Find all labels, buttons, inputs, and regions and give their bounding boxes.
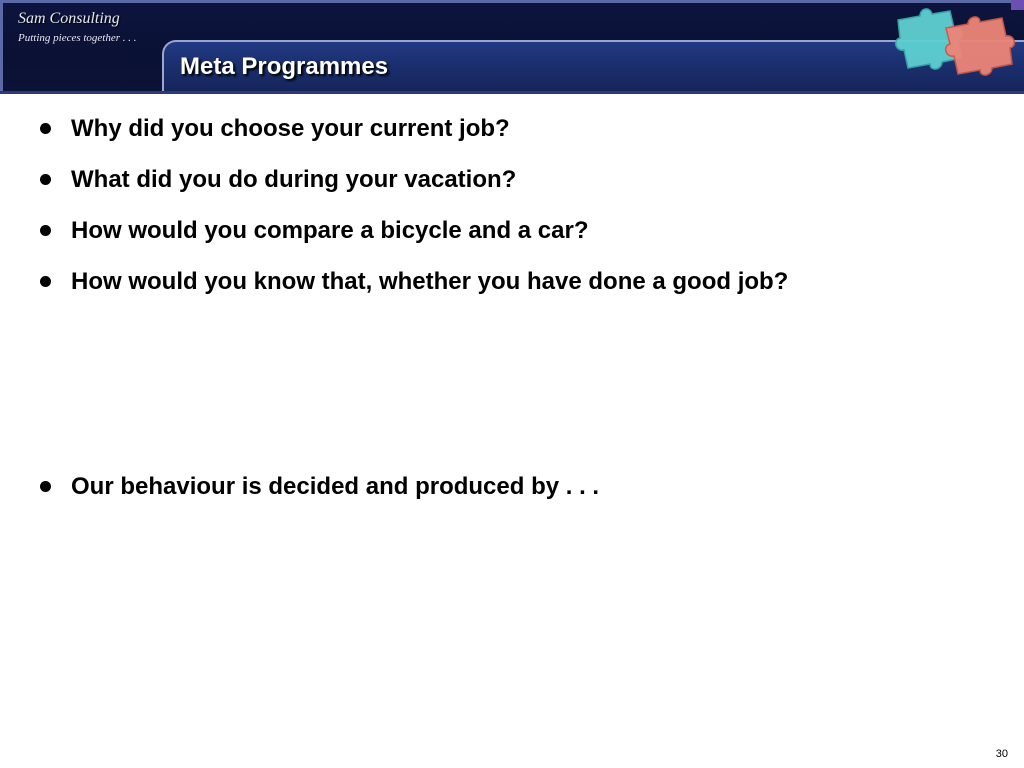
bullet-dot-icon	[40, 123, 51, 134]
brand-tagline: Putting pieces together . . .	[18, 32, 137, 44]
bullet-dot-icon	[40, 225, 51, 236]
slide-title: Meta Programmes	[180, 53, 389, 80]
closing-bullet	[38, 470, 599, 504]
bullet-text: Why did you choose your current job?	[71, 115, 510, 142]
slide-header	[0, 0, 1024, 94]
bullet-text: What did you do during your vacation?	[71, 166, 517, 193]
page-number: 30	[995, 748, 1008, 760]
closing-bullet-text: Our behaviour is decided and produced by . . .	[71, 473, 600, 500]
bullet-dot-icon	[40, 174, 51, 185]
bullet-dot-icon	[40, 276, 51, 287]
corner-mark	[1011, 0, 1024, 10]
puzzle-pieces-icon	[884, 2, 1024, 78]
bullet-dot-icon	[40, 481, 51, 492]
bullet-text: How would you compare a bicycle and a car?	[71, 217, 589, 244]
bullet-text: How would you know that, whether you have done a good job?	[71, 268, 789, 295]
header-left-border	[0, 0, 3, 94]
brand-block	[18, 10, 137, 44]
list-item	[38, 163, 788, 214]
list-item	[38, 214, 788, 265]
list-item	[38, 265, 788, 316]
list-item	[38, 112, 788, 163]
header-bottom-border	[0, 91, 1024, 94]
bullet-list	[38, 112, 788, 316]
brand-name: Sam Consulting	[18, 10, 120, 27]
header-top-border	[0, 0, 1024, 3]
